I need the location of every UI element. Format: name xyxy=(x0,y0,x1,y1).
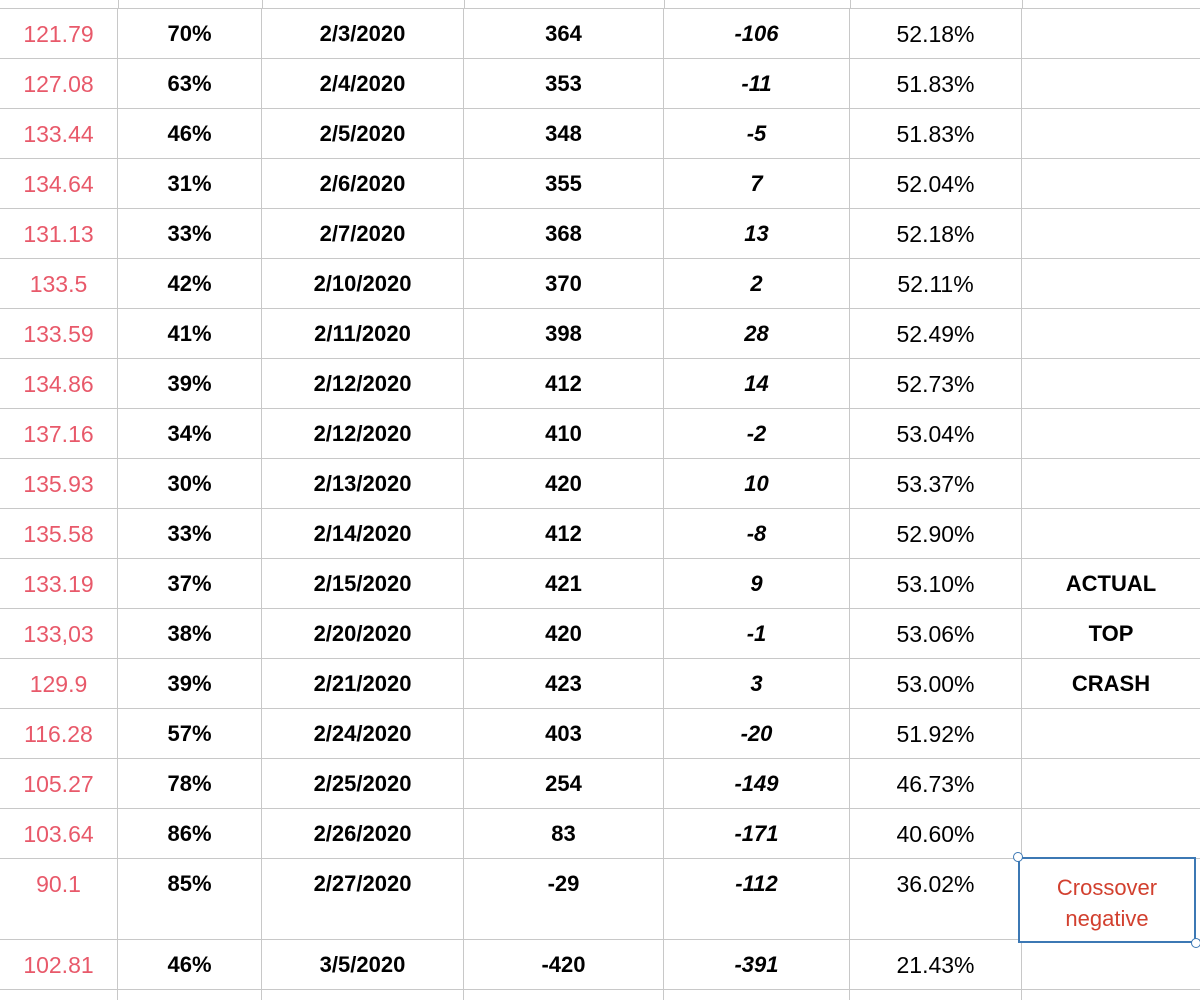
ratio-cell[interactable] xyxy=(850,609,1022,658)
ratio-cell-text: 51.92% xyxy=(896,721,975,747)
change-cell[interactable] xyxy=(664,809,850,858)
change-cell-text: -1 xyxy=(746,621,767,646)
value-cell[interactable] xyxy=(464,9,664,58)
value-cell[interactable] xyxy=(464,209,664,258)
price-cell[interactable] xyxy=(0,509,118,558)
note-cell[interactable] xyxy=(1022,9,1200,58)
date-cell[interactable] xyxy=(262,809,464,858)
date-cell[interactable] xyxy=(262,359,464,408)
callout-line-1: Crossover xyxy=(1056,875,1158,900)
price-cell-text: 105.27 xyxy=(23,771,94,797)
note-cell[interactable] xyxy=(1022,109,1200,158)
price-cell-text: 133,03 xyxy=(23,621,94,647)
ratio-cell-text: 52.49% xyxy=(896,321,975,347)
ratio-cell-text: 53.06% xyxy=(896,621,975,647)
table-row xyxy=(0,609,1200,659)
percent-cell-text: 70% xyxy=(167,21,212,46)
note-cell-text xyxy=(1022,109,1200,159)
value-cell-text: 412 xyxy=(545,521,582,546)
price-cell-text: 121.79 xyxy=(23,21,94,47)
change-cell-text: 28 xyxy=(744,321,769,346)
note-cell-text xyxy=(1022,809,1200,859)
value-cell-text: 355 xyxy=(545,171,582,196)
table-row xyxy=(0,9,1200,59)
note-cell-text: ACTUAL xyxy=(1065,571,1157,596)
date-cell-text: 3/5/2020 xyxy=(319,952,406,977)
table-row xyxy=(0,209,1200,259)
ratio-cell[interactable] xyxy=(850,759,1022,808)
date-cell-text: 2/6/2020 xyxy=(319,171,406,196)
ratio-cell-text: 52.90% xyxy=(896,521,975,547)
ratio-cell-text: 51.83% xyxy=(896,71,975,97)
note-cell-text xyxy=(1022,409,1200,459)
ratio-cell[interactable] xyxy=(850,459,1022,508)
change-cell-text: 9 xyxy=(750,571,763,596)
note-cell[interactable] xyxy=(1022,940,1200,989)
date-cell-text: 2/5/2020 xyxy=(319,121,406,146)
value-cell[interactable] xyxy=(464,409,664,458)
change-cell[interactable] xyxy=(664,609,850,658)
change-cell[interactable] xyxy=(664,9,850,58)
table-row xyxy=(0,259,1200,309)
percent-cell-text: 85% xyxy=(167,871,212,896)
change-cell-text: -2 xyxy=(746,421,767,446)
percent-cell[interactable] xyxy=(118,509,262,558)
empty-cell[interactable] xyxy=(0,990,118,1000)
date-cell[interactable] xyxy=(262,609,464,658)
table-row xyxy=(0,159,1200,209)
value-cell-text: -420 xyxy=(541,952,586,977)
note-cell-text xyxy=(1022,9,1200,59)
value-cell[interactable] xyxy=(464,659,664,708)
value-cell[interactable] xyxy=(464,609,664,658)
ratio-cell-text: 21.43% xyxy=(896,952,975,978)
note-cell-text xyxy=(1022,459,1200,509)
ratio-cell-text: 53.04% xyxy=(896,421,975,447)
price-cell-text: 131.13 xyxy=(23,221,94,247)
date-cell-text: 2/4/2020 xyxy=(319,71,406,96)
table-row xyxy=(0,409,1200,459)
table-row xyxy=(0,759,1200,809)
note-cell-text xyxy=(1022,259,1200,309)
price-cell-text: 133.19 xyxy=(23,571,94,597)
table-row xyxy=(0,659,1200,709)
ratio-cell-text: 40.60% xyxy=(896,821,975,847)
percent-cell-text: 78% xyxy=(167,771,212,796)
change-cell-text: -8 xyxy=(746,521,767,546)
date-cell-text: 2/13/2020 xyxy=(313,471,412,496)
date-cell-text: 2/11/2020 xyxy=(314,321,411,346)
ratio-cell[interactable] xyxy=(850,309,1022,358)
value-cell[interactable] xyxy=(464,259,664,308)
price-cell-text: 127.08 xyxy=(23,71,94,97)
change-cell[interactable] xyxy=(664,109,850,158)
percent-cell[interactable] xyxy=(118,559,262,608)
date-cell[interactable] xyxy=(262,459,464,508)
change-cell-text: 13 xyxy=(744,221,769,246)
date-cell-text: 2/21/2020 xyxy=(313,671,412,696)
date-cell[interactable] xyxy=(262,659,464,708)
value-cell-text: 370 xyxy=(545,271,582,296)
percent-cell[interactable] xyxy=(118,709,262,758)
value-cell-text: 353 xyxy=(545,71,582,96)
date-cell-text: 2/15/2020 xyxy=(313,571,412,596)
change-cell-text: -20 xyxy=(740,721,773,746)
change-cell[interactable] xyxy=(664,759,850,808)
value-cell-text: 420 xyxy=(545,471,582,496)
value-cell[interactable] xyxy=(464,759,664,808)
percent-cell[interactable] xyxy=(118,309,262,358)
ratio-cell-text: 52.11% xyxy=(897,271,974,297)
price-cell[interactable] xyxy=(0,759,118,808)
date-cell[interactable] xyxy=(262,9,464,58)
value-cell[interactable] xyxy=(464,940,664,989)
note-cell[interactable] xyxy=(1022,159,1200,208)
price-cell-text: 133.5 xyxy=(29,271,88,297)
table-row xyxy=(0,940,1200,990)
change-cell[interactable] xyxy=(664,459,850,508)
ratio-cell-text: 53.10% xyxy=(896,571,975,597)
ratio-cell[interactable] xyxy=(850,9,1022,58)
note-cell-text xyxy=(1022,159,1200,209)
note-cell[interactable] xyxy=(1022,609,1200,658)
value-cell[interactable] xyxy=(464,159,664,208)
percent-cell[interactable] xyxy=(118,409,262,458)
note-cell[interactable] xyxy=(1022,259,1200,308)
date-cell-text: 2/24/2020 xyxy=(313,721,412,746)
change-cell-text: 3 xyxy=(750,671,763,696)
change-cell[interactable] xyxy=(664,259,850,308)
date-cell[interactable] xyxy=(262,859,464,939)
change-cell[interactable] xyxy=(664,940,850,989)
date-cell-text: 2/12/2020 xyxy=(313,421,412,446)
ratio-cell-text: 52.73% xyxy=(896,371,975,397)
date-cell[interactable] xyxy=(262,509,464,558)
date-cell[interactable] xyxy=(262,559,464,608)
percent-cell-text: 86% xyxy=(167,821,212,846)
change-cell-text: 7 xyxy=(750,171,763,196)
note-cell-text xyxy=(1022,309,1200,359)
table-row-partial xyxy=(0,990,1200,1000)
table-row xyxy=(0,709,1200,759)
date-cell[interactable] xyxy=(262,759,464,808)
ratio-cell[interactable] xyxy=(850,509,1022,558)
value-cell[interactable] xyxy=(464,709,664,758)
value-cell-text: -29 xyxy=(547,871,580,896)
date-cell[interactable] xyxy=(262,309,464,358)
value-cell[interactable] xyxy=(464,809,664,858)
note-cell[interactable] xyxy=(1022,359,1200,408)
note-cell-text xyxy=(1022,209,1200,259)
value-cell-text: 423 xyxy=(545,671,582,696)
callout-line-2: negative xyxy=(1065,906,1149,931)
table-row xyxy=(0,309,1200,359)
note-cell-text xyxy=(1022,59,1200,109)
price-cell-text: 102.81 xyxy=(23,952,94,978)
change-cell-text: -171 xyxy=(734,821,779,846)
price-cell[interactable] xyxy=(0,859,118,939)
date-cell-text: 2/3/2020 xyxy=(319,21,406,46)
change-cell[interactable] xyxy=(664,159,850,208)
change-cell[interactable] xyxy=(664,559,850,608)
price-cell[interactable] xyxy=(0,109,118,158)
ratio-cell-text: 51.83% xyxy=(896,121,975,147)
note-cell[interactable] xyxy=(1022,509,1200,558)
note-cell[interactable] xyxy=(1022,459,1200,508)
value-cell-text: 83 xyxy=(551,821,576,846)
value-cell-text: 420 xyxy=(545,621,582,646)
note-cell-text xyxy=(1022,359,1200,409)
price-cell[interactable] xyxy=(0,459,118,508)
percent-cell-text: 37% xyxy=(167,571,212,596)
note-cell-text xyxy=(1022,759,1200,809)
change-cell-text: -112 xyxy=(735,871,778,896)
price-cell-text: 137.16 xyxy=(23,421,94,447)
note-cell[interactable] xyxy=(1022,209,1200,258)
value-cell[interactable] xyxy=(464,309,664,358)
percent-cell-text: 63% xyxy=(167,71,212,96)
table-row xyxy=(0,359,1200,409)
value-cell-text: 364 xyxy=(545,21,582,46)
value-cell[interactable] xyxy=(464,459,664,508)
change-cell[interactable] xyxy=(664,209,850,258)
ratio-cell-text: 52.04% xyxy=(896,171,975,197)
price-cell[interactable] xyxy=(0,209,118,258)
price-cell-text: 135.58 xyxy=(23,521,94,547)
price-cell-text: 133.44 xyxy=(23,121,94,147)
percent-cell-text: 33% xyxy=(167,221,212,246)
note-cell[interactable] xyxy=(1022,809,1200,858)
ratio-cell-text: 46.73% xyxy=(896,771,975,797)
date-cell[interactable] xyxy=(262,209,464,258)
date-cell[interactable] xyxy=(262,940,464,989)
ratio-cell[interactable] xyxy=(850,659,1022,708)
value-cell-text: 348 xyxy=(545,121,582,146)
date-cell[interactable] xyxy=(262,259,464,308)
percent-cell[interactable] xyxy=(118,759,262,808)
note-cell[interactable] xyxy=(1022,709,1200,758)
percent-cell-text: 41% xyxy=(167,321,212,346)
percent-cell[interactable] xyxy=(118,659,262,708)
percent-cell[interactable] xyxy=(118,9,262,58)
percent-cell-text: 39% xyxy=(167,371,212,396)
table-row xyxy=(0,459,1200,509)
change-cell[interactable] xyxy=(664,309,850,358)
note-cell-text xyxy=(1022,940,1200,990)
crossover-callout-textbox[interactable] xyxy=(1018,857,1196,943)
price-cell[interactable] xyxy=(0,559,118,608)
price-cell-text: 133.59 xyxy=(23,321,94,347)
note-cell-text: CRASH xyxy=(1071,671,1151,696)
value-cell-text: 421 xyxy=(545,571,582,596)
percent-cell[interactable] xyxy=(118,459,262,508)
price-cell-text: 90.1 xyxy=(36,871,81,897)
ratio-cell[interactable] xyxy=(850,259,1022,308)
percent-cell-text: 30% xyxy=(167,471,212,496)
value-cell[interactable] xyxy=(464,59,664,108)
empty-cell[interactable] xyxy=(1022,990,1200,1000)
date-cell[interactable] xyxy=(262,709,464,758)
percent-cell-text: 57% xyxy=(167,721,212,746)
ratio-cell[interactable] xyxy=(850,940,1022,989)
percent-cell[interactable] xyxy=(118,859,262,939)
change-cell-text: 2 xyxy=(750,271,763,296)
note-cell[interactable] xyxy=(1022,759,1200,808)
percent-cell[interactable] xyxy=(118,59,262,108)
ratio-cell-text: 52.18% xyxy=(896,21,975,47)
table-row xyxy=(0,559,1200,609)
change-cell[interactable] xyxy=(664,859,850,939)
price-cell[interactable] xyxy=(0,359,118,408)
textbox-resize-handle-bottom-right[interactable] xyxy=(1191,938,1200,948)
note-cell[interactable] xyxy=(1022,59,1200,108)
value-cell-text: 398 xyxy=(545,321,582,346)
date-cell-text: 2/26/2020 xyxy=(313,821,412,846)
percent-cell[interactable] xyxy=(118,359,262,408)
date-cell[interactable] xyxy=(262,59,464,108)
empty-cell[interactable] xyxy=(850,990,1022,1000)
percent-cell[interactable] xyxy=(118,259,262,308)
note-cell-text: TOP xyxy=(1088,621,1134,646)
percent-cell-text: 39% xyxy=(167,671,212,696)
percent-cell[interactable] xyxy=(118,609,262,658)
ratio-cell[interactable] xyxy=(850,709,1022,758)
date-cell-text: 2/25/2020 xyxy=(313,771,412,796)
percent-cell[interactable] xyxy=(118,809,262,858)
value-cell[interactable] xyxy=(464,359,664,408)
ratio-cell[interactable] xyxy=(850,209,1022,258)
value-cell-text: 410 xyxy=(545,421,582,446)
ratio-cell[interactable] xyxy=(850,409,1022,458)
price-cell[interactable] xyxy=(0,659,118,708)
table-row xyxy=(0,509,1200,559)
ratio-cell-text: 36.02% xyxy=(896,871,975,897)
price-cell[interactable] xyxy=(0,409,118,458)
date-cell[interactable] xyxy=(262,109,464,158)
ratio-cell[interactable] xyxy=(850,109,1022,158)
date-cell[interactable] xyxy=(262,409,464,458)
table-row xyxy=(0,59,1200,109)
value-cell[interactable] xyxy=(464,559,664,608)
ratio-cell[interactable] xyxy=(850,359,1022,408)
change-cell[interactable] xyxy=(664,359,850,408)
empty-cell[interactable] xyxy=(262,990,464,1000)
price-cell-text: 116.28 xyxy=(24,721,93,747)
change-cell-text: -106 xyxy=(734,21,779,46)
price-cell[interactable] xyxy=(0,159,118,208)
value-cell-text: 254 xyxy=(545,771,582,796)
empty-cell[interactable] xyxy=(464,990,664,1000)
value-cell-text: 368 xyxy=(545,221,582,246)
ratio-cell-text: 53.37% xyxy=(896,471,975,497)
change-cell-text: -391 xyxy=(734,952,779,977)
change-cell[interactable] xyxy=(664,709,850,758)
price-cell-text: 103.64 xyxy=(23,821,94,847)
ratio-cell-text: 52.18% xyxy=(896,221,975,247)
percent-cell[interactable] xyxy=(118,159,262,208)
ratio-cell-text: 53.00% xyxy=(896,671,975,697)
ratio-cell[interactable] xyxy=(850,59,1022,108)
date-cell-text: 2/10/2020 xyxy=(313,271,412,296)
ratio-cell[interactable] xyxy=(850,559,1022,608)
value-cell-text: 412 xyxy=(545,371,582,396)
empty-cell[interactable] xyxy=(118,990,262,1000)
change-cell-text: -5 xyxy=(746,121,767,146)
price-cell[interactable] xyxy=(0,9,118,58)
price-cell-text: 135.93 xyxy=(23,471,94,497)
change-cell-text: -11 xyxy=(741,71,772,96)
change-cell[interactable] xyxy=(664,659,850,708)
change-cell[interactable] xyxy=(664,59,850,108)
price-cell[interactable] xyxy=(0,709,118,758)
percent-cell[interactable] xyxy=(118,109,262,158)
empty-cell[interactable] xyxy=(664,990,850,1000)
percent-cell-text: 31% xyxy=(167,171,212,196)
price-cell-text: 129.9 xyxy=(29,671,88,697)
price-cell[interactable] xyxy=(0,940,118,989)
change-cell[interactable] xyxy=(664,509,850,558)
note-cell[interactable] xyxy=(1022,659,1200,708)
percent-cell-text: 46% xyxy=(167,121,212,146)
table-row xyxy=(0,109,1200,159)
percent-cell-text: 46% xyxy=(167,952,212,977)
top-row-edge xyxy=(0,0,1200,9)
price-cell-text: 134.64 xyxy=(23,171,94,197)
date-cell-text: 2/14/2020 xyxy=(313,521,412,546)
date-cell-text: 2/20/2020 xyxy=(313,621,412,646)
change-cell-text: 14 xyxy=(744,371,769,396)
value-cell[interactable] xyxy=(464,109,664,158)
value-cell[interactable] xyxy=(464,509,664,558)
note-cell-text xyxy=(1022,709,1200,759)
ratio-cell[interactable] xyxy=(850,159,1022,208)
note-cell[interactable] xyxy=(1022,559,1200,608)
price-cell[interactable] xyxy=(0,259,118,308)
value-cell[interactable] xyxy=(464,859,664,939)
percent-cell-text: 34% xyxy=(167,421,212,446)
price-cell[interactable] xyxy=(0,309,118,358)
date-cell-text: 2/12/2020 xyxy=(313,371,412,396)
percent-cell[interactable] xyxy=(118,940,262,989)
price-cell[interactable] xyxy=(0,59,118,108)
percent-cell-text: 33% xyxy=(167,521,212,546)
date-cell-text: 2/7/2020 xyxy=(319,221,406,246)
textbox-resize-handle-top-left[interactable] xyxy=(1013,852,1023,862)
percent-cell[interactable] xyxy=(118,209,262,258)
note-cell[interactable] xyxy=(1022,409,1200,458)
change-cell[interactable] xyxy=(664,409,850,458)
change-cell-text: -149 xyxy=(734,771,779,796)
ratio-cell[interactable] xyxy=(850,859,1022,939)
percent-cell-text: 42% xyxy=(167,271,212,296)
date-cell-text: 2/27/2020 xyxy=(313,871,412,896)
ratio-cell[interactable] xyxy=(850,809,1022,858)
note-cell-text xyxy=(1022,509,1200,559)
price-cell[interactable] xyxy=(0,609,118,658)
note-cell[interactable] xyxy=(1022,309,1200,358)
price-cell-text: 134.86 xyxy=(23,371,94,397)
value-cell-text: 403 xyxy=(545,721,582,746)
price-cell[interactable] xyxy=(0,809,118,858)
percent-cell-text: 38% xyxy=(167,621,212,646)
date-cell[interactable] xyxy=(262,159,464,208)
change-cell-text: 10 xyxy=(744,471,769,496)
